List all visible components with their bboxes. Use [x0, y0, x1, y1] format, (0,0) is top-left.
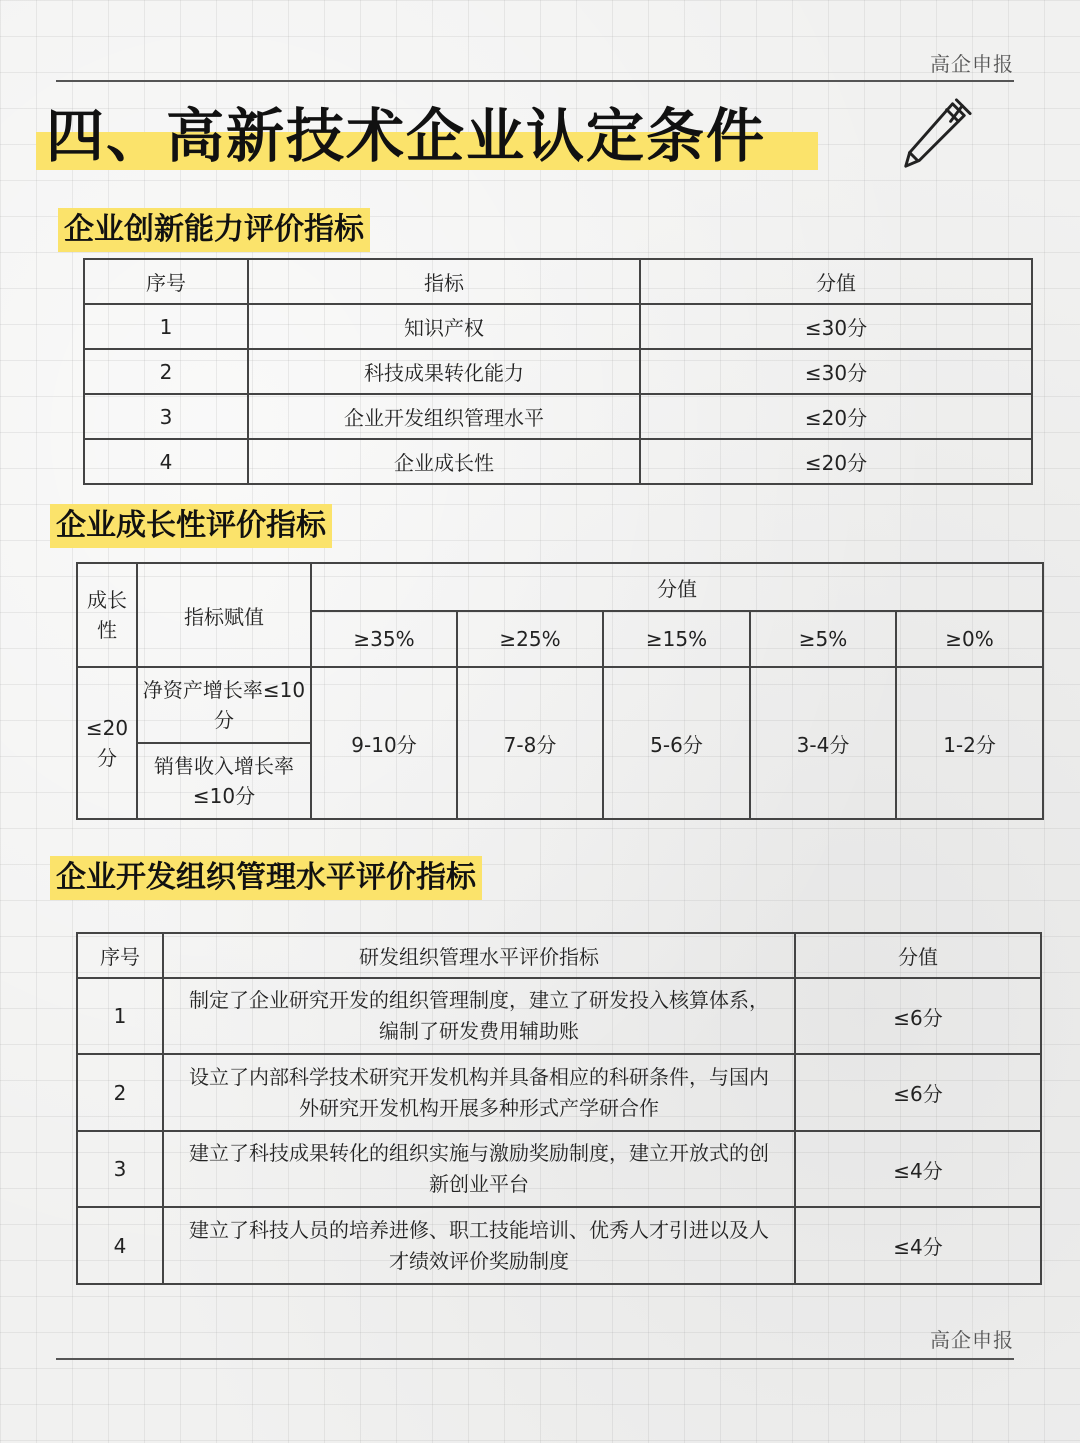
cell-score: ≤4分: [795, 1207, 1041, 1284]
section3-title: 企业开发组织管理水平评价指标: [50, 856, 482, 900]
cell-description: 建立了科技成果转化的组织实施与激励奖励制度，建立开放式的创 新创业平台: [163, 1131, 795, 1207]
brand-label-bottom: 高企申报: [930, 1328, 1014, 1352]
score-cell: 9-10分: [311, 667, 457, 819]
table-row: [84, 304, 1032, 349]
cell-indicator: 企业开发组织管理水平: [248, 394, 640, 439]
cell-index: 4: [84, 439, 248, 484]
cell-index: 1: [84, 304, 248, 349]
innovation-table: [83, 258, 1033, 485]
score-cell: 7-8分: [457, 667, 603, 819]
cell-index: 2: [84, 349, 248, 394]
top-divider: [56, 80, 1014, 82]
indicator-cell: 销售收入增长率 ≤10分: [137, 743, 311, 819]
cell-score: ≤30分: [640, 349, 1032, 394]
threshold-cell: ≥15%: [603, 611, 750, 667]
col-header: 指标: [248, 259, 640, 304]
table-header-row: [84, 259, 1032, 304]
col-header: 序号: [77, 933, 163, 978]
threshold-cell: ≥0%: [896, 611, 1043, 667]
table-row: [77, 978, 1041, 1054]
table-header-row: [77, 933, 1041, 978]
score-cell: 1-2分: [896, 667, 1043, 819]
table-row: [84, 394, 1032, 439]
threshold-cell: ≥35%: [311, 611, 457, 667]
cell-score: ≤20分: [640, 394, 1032, 439]
table-row: [84, 439, 1032, 484]
col-header: 分值: [795, 933, 1041, 978]
indicator-cell: 净资产增长率≤10 分: [137, 667, 311, 743]
cell-score: ≤20分: [640, 439, 1032, 484]
growth-table: [76, 562, 1044, 820]
cell-indicator: 知识产权: [248, 304, 640, 349]
table-row: [77, 1207, 1041, 1284]
table-row: [77, 1131, 1041, 1207]
cell-indicator: 科技成果转化能力: [248, 349, 640, 394]
cell-score: ≤4分: [795, 1131, 1041, 1207]
cell-index: 3: [77, 1131, 163, 1207]
table-row: [77, 1054, 1041, 1131]
cell-description: 建立了科技人员的培养进修、职工技能培训、优秀人才引进以及人 才绩效评价奖励制度: [163, 1207, 795, 1284]
score-cell: 5-6分: [603, 667, 750, 819]
category-cell: ≤20 分: [77, 667, 137, 819]
col-header: 分值: [640, 259, 1032, 304]
cell-score: ≤6分: [795, 1054, 1041, 1131]
management-table: [76, 932, 1042, 1285]
col-header: 研发组织管理水平评价指标: [163, 933, 795, 978]
cell-score: ≤30分: [640, 304, 1032, 349]
threshold-cell: ≥25%: [457, 611, 603, 667]
col-header: 序号: [84, 259, 248, 304]
threshold-cell: ≥5%: [750, 611, 896, 667]
table-row: [84, 349, 1032, 394]
brand-label-top: 高企申报: [930, 52, 1014, 76]
head-indicator: 指标赋值: [137, 563, 311, 667]
section1-title: 企业创新能力评价指标: [58, 208, 370, 252]
bottom-divider: [56, 1358, 1014, 1360]
score-cell: 3-4分: [750, 667, 896, 819]
cell-description: 制定了企业研究开发的组织管理制度，建立了研发投入核算体系， 编制了研发费用辅助账: [163, 978, 795, 1054]
page-title: 四、高新技术企业认定条件: [46, 102, 767, 170]
cell-score: ≤6分: [795, 978, 1041, 1054]
cell-description: 设立了内部科学技术研究开发机构并具备相应的科研条件，与国内 外研究开发机构开展多种形式产学研合作: [163, 1054, 795, 1131]
pen-icon: [896, 96, 974, 174]
cell-index: 3: [84, 394, 248, 439]
cell-index: 1: [77, 978, 163, 1054]
cell-indicator: 企业成长性: [248, 439, 640, 484]
head-score: 分值: [311, 563, 1043, 611]
cell-index: 2: [77, 1054, 163, 1131]
head-category: 成长 性: [77, 563, 137, 667]
section2-title: 企业成长性评价指标: [50, 504, 332, 548]
cell-index: 4: [77, 1207, 163, 1284]
